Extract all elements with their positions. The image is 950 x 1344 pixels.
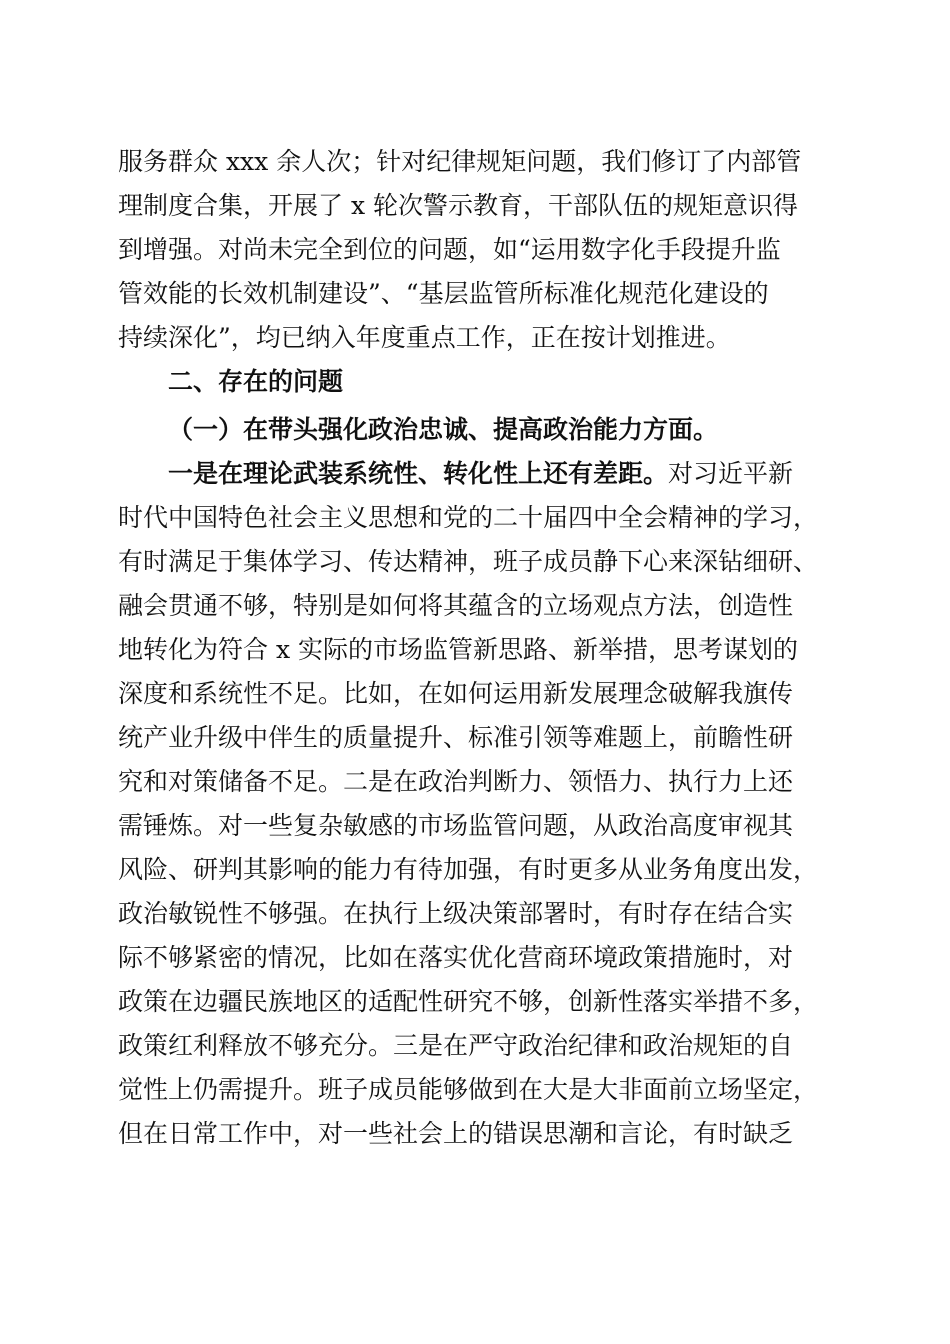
paragraph-line: 际不够紧密的情况，比如在落实优化营商环境政策措施时，对	[118, 943, 794, 972]
lead-rest-text: 对习近平新	[668, 459, 794, 488]
paragraph-line: 风险、研判其影响的能力有待加强，有时更多从业务角度出发，	[118, 855, 819, 884]
paragraph-line: 时代中国特色社会主义思想和党的二十届四中全会精神的学习，	[118, 503, 819, 532]
lead-sentence: 一是在理论武装系统性、转化性上还有差距。	[168, 459, 669, 488]
paragraph-line: 但在日常工作中，对一些社会上的错误思潮和言论，有时缺乏	[118, 1119, 794, 1148]
paragraph-line: 统产业升级中伴生的质量提升、标准引领等难题上，前瞻性研	[118, 723, 794, 752]
paragraph-line: 深度和系统性不足。比如，在如何运用新发展理念破解我旗传	[118, 679, 794, 708]
paragraph-lead-line	[168, 452, 793, 496]
paragraph-line: 政策红利释放不够充分。三是在严守政治纪律和政治规矩的自	[118, 1031, 794, 1060]
paragraph-line: 地转化为符合 x 实际的市场监管新思路、新举措，思考谋划的	[118, 635, 798, 664]
paragraph-line: 服务群众 xxx 余人次；针对纪律规矩问题，我们修订了内部管	[118, 147, 802, 176]
section-heading: 二、存在的问题	[168, 367, 344, 396]
paragraph-line: 到增强。对尚未完全到位的问题，如“运用数字化手段提升监	[118, 235, 781, 264]
paragraph-line: 有时满足于集体学习、传达精神，班子成员静下心来深钻细研、	[118, 547, 819, 576]
paragraph-line: 管效能的长效机制建设”、“基层监管所标准化规范化建设的	[118, 279, 769, 308]
paragraph-line: 政策在边疆民族地区的适配性研究不够，创新性落实举措不多，	[118, 987, 819, 1016]
paragraph-line: 究和对策储备不足。二是在政治判断力、领悟力、执行力上还	[118, 767, 794, 796]
subsection-heading: （一）在带头强化政治忠诚、提高政治能力方面。	[168, 415, 719, 444]
paragraph-line: 需锤炼。对一些复杂敏感的市场监管问题，从政治高度审视其	[118, 811, 794, 840]
paragraph-line: 觉性上仍需提升。班子成员能够做到在大是大非面前立场坚定，	[118, 1075, 819, 1104]
paragraph-line: 持续深化”，均已纳入年度重点工作，正在按计划推进。	[118, 323, 731, 352]
paragraph-line: 融会贯通不够，特别是如何将其蕴含的立场观点方法，创造性	[118, 591, 794, 620]
paragraph-line: 理制度合集，开展了 x 轮次警示教育，干部队伍的规矩意识得	[118, 191, 798, 220]
paragraph-line: 政治敏锐性不够强。在执行上级决策部署时，有时存在结合实	[118, 899, 794, 928]
